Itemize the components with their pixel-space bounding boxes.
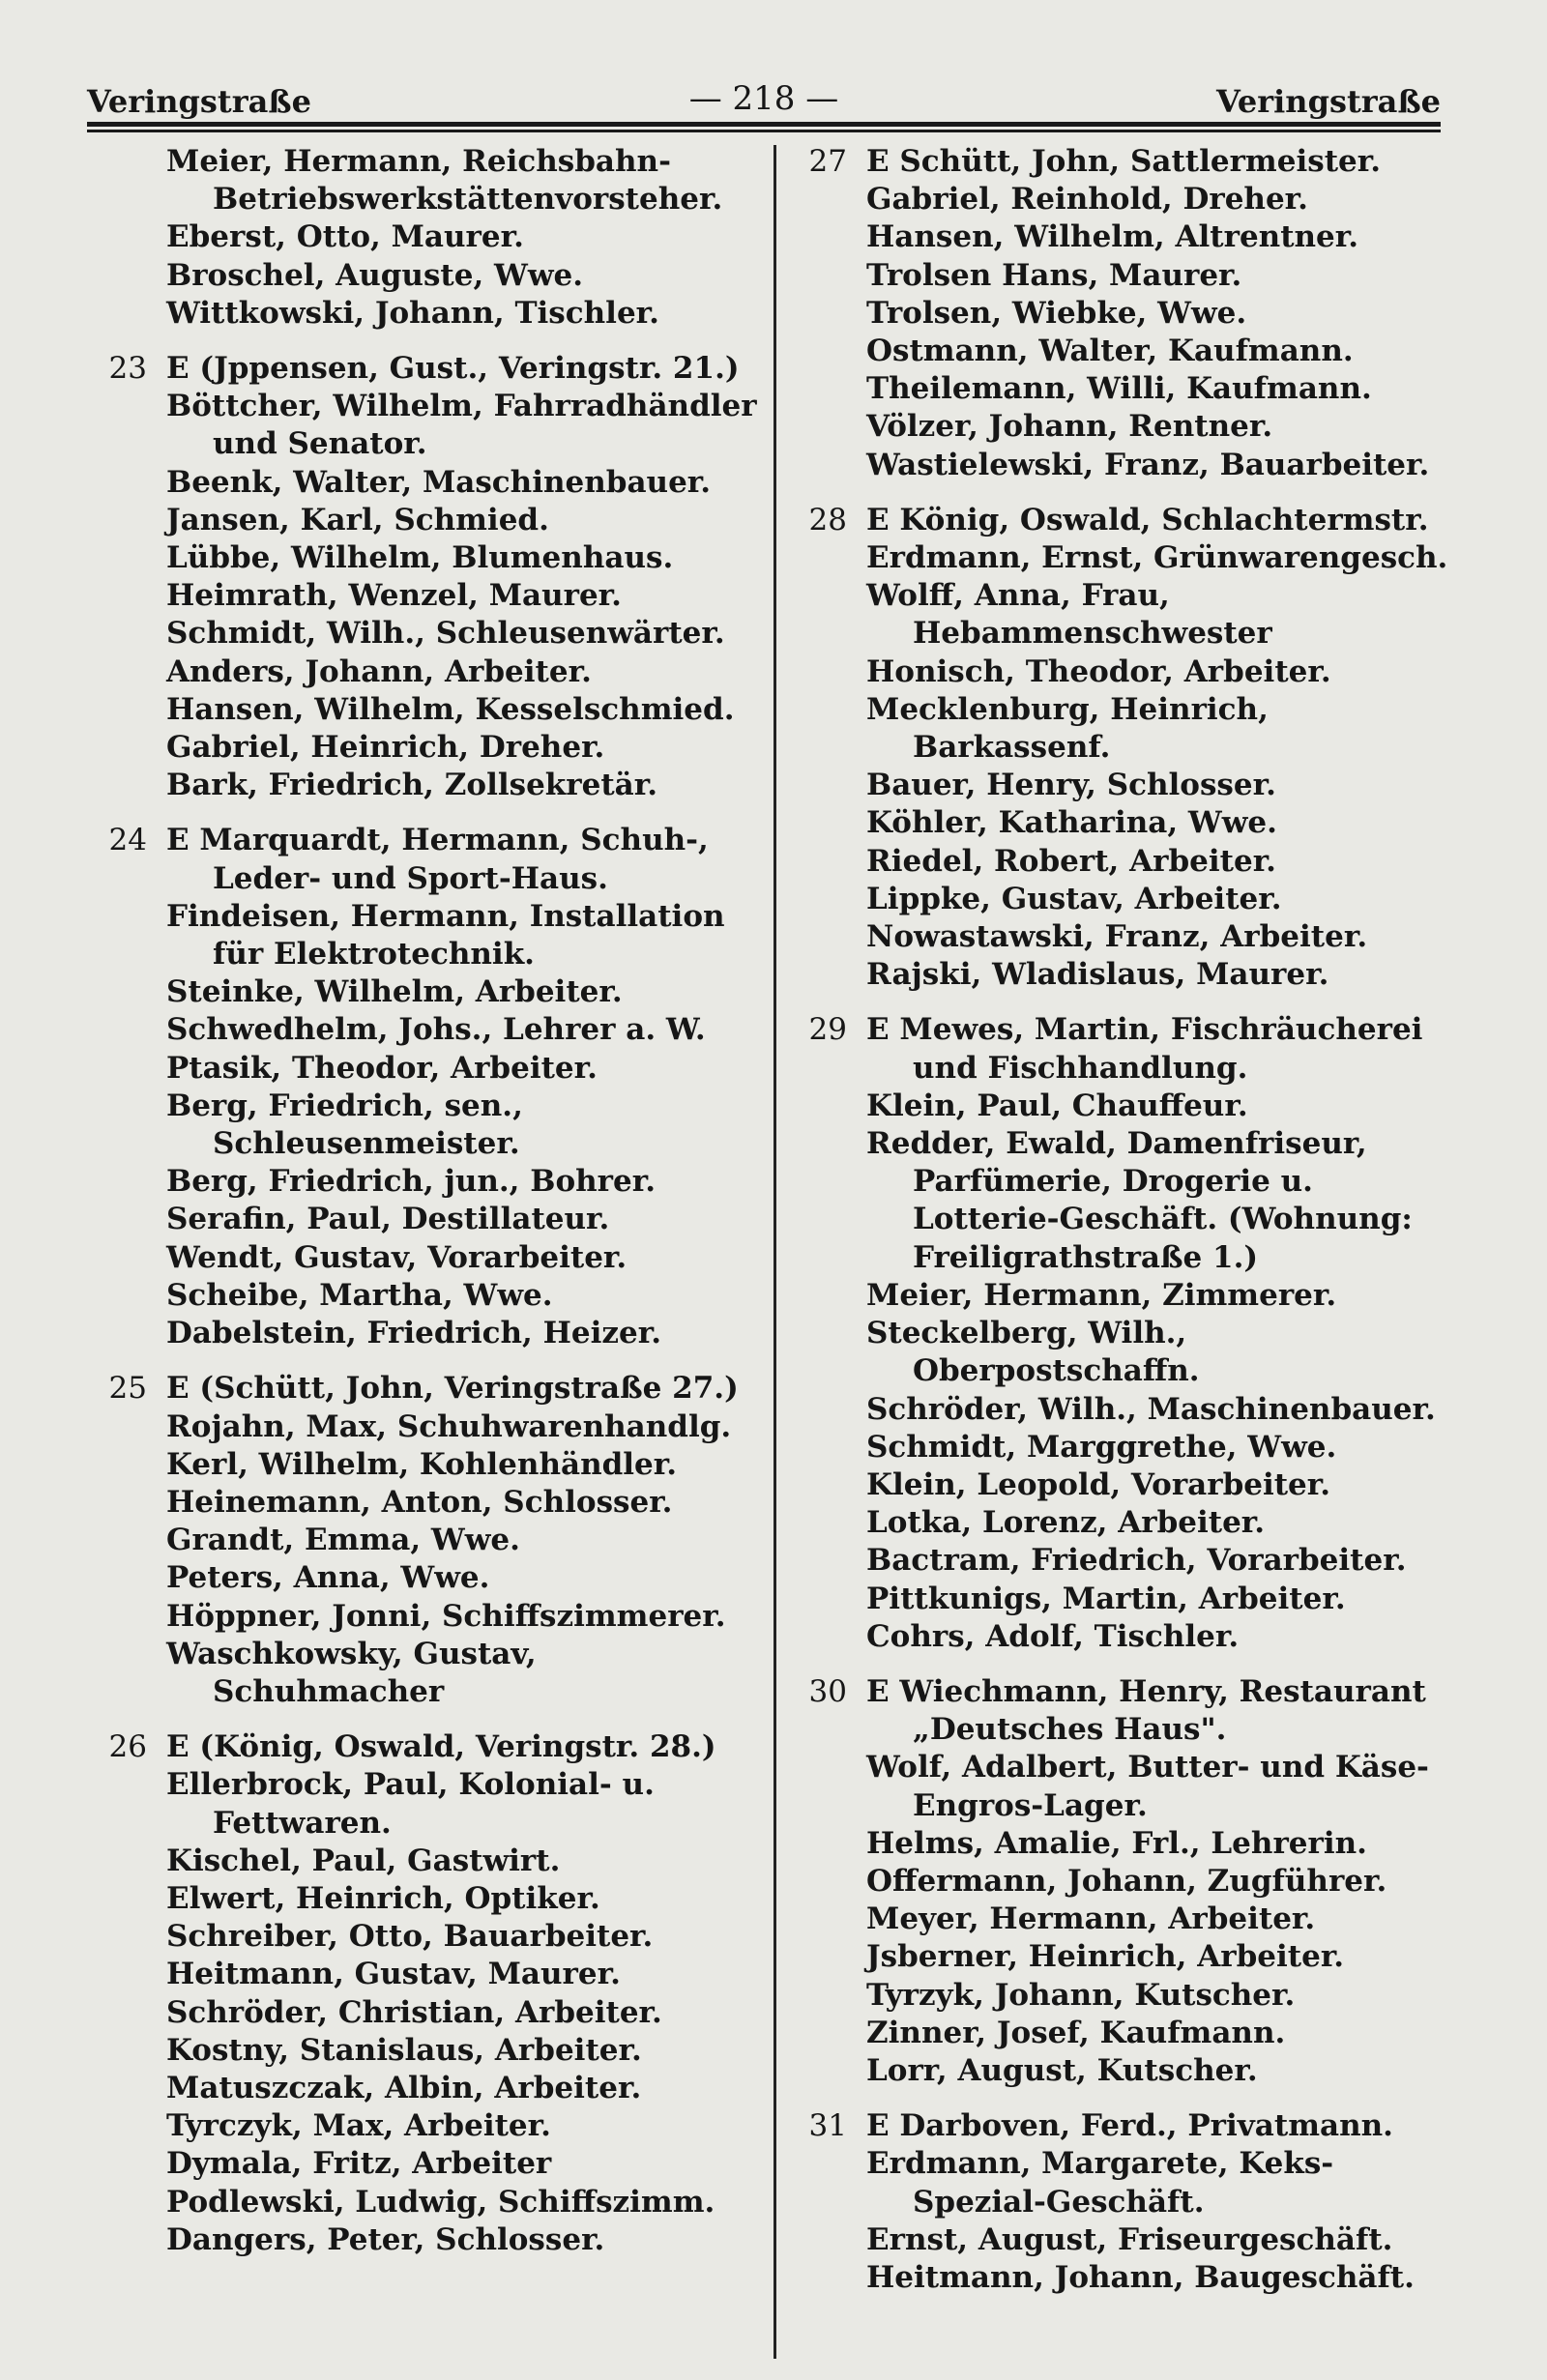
resident-entry: Lübbe, Wilhelm, Blumenhaus. [166, 540, 674, 576]
resident-entry: Heitmann, Gustav, Maurer. [166, 1957, 621, 1992]
house-number: 25 [108, 1371, 147, 1407]
resident-entry: Peters, Anna, Wwe. [166, 1560, 490, 1596]
resident-entry: Lotka, Lorenz, Arbeiter. [866, 1505, 1266, 1541]
resident-entry: Schröder, Wilh., Maschinenbauer. [866, 1391, 1436, 1427]
resident-entry: Dymala, Fritz, Arbeiter [166, 2146, 552, 2182]
house-group [785, 1673, 1462, 2090]
resident-list [166, 1370, 764, 1711]
resident-entry: Anders, Johann, Arbeiter. [166, 653, 592, 689]
house-number: 31 [808, 2108, 847, 2144]
house-number: 24 [108, 823, 147, 858]
resident-entry: Hansen, Wilhelm, Kesselschmied. [166, 691, 735, 727]
resident-entry: Zinner, Josef, Kaufmann. [866, 2015, 1286, 2050]
resident-entry: Schröder, Christian, Arbeiter. [166, 1994, 662, 2030]
resident-list [166, 143, 764, 333]
resident-entry: Wittkowski, Johann, Tischler. [166, 295, 659, 331]
resident-entry: Bactram, Friedrich, Vorarbeiter. [866, 1543, 1407, 1579]
page-number: — 218 — [688, 79, 839, 118]
resident-entry: Waschkowsky, Gustav, Schuhmacher [166, 1636, 537, 1709]
resident-list [166, 1728, 764, 2259]
resident-entry: Podlewski, Ludwig, Schiffszimm. [166, 2184, 715, 2220]
resident-entry: Berg, Friedrich, sen., Schleusenmeister. [166, 1088, 523, 1162]
resident-list [866, 2107, 1462, 2297]
resident-entry: Trolsen Hans, Maurer. [866, 257, 1242, 293]
resident-entry: E Schütt, John, Sattlermeister. [866, 144, 1382, 179]
resident-list [866, 1011, 1462, 1655]
resident-entry: Theilemann, Willi, Kaufmann. [866, 371, 1372, 407]
resident-entry: Meier, Hermann, Zimmerer. [866, 1277, 1337, 1313]
resident-entry: E Wiechmann, Henry, Restaurant „Deutsches Haus". [866, 1673, 1426, 1748]
resident-list [866, 1673, 1462, 2090]
resident-list [866, 502, 1462, 995]
resident-entry: Jsberner, Heinrich, Arbeiter. [866, 1939, 1345, 1975]
resident-list [866, 143, 1462, 484]
resident-entry: Ostmann, Walter, Kaufmann. [866, 334, 1354, 369]
house-number: 30 [808, 1673, 847, 1709]
resident-entry: Heimrath, Wenzel, Maurer. [166, 578, 622, 614]
resident-entry: E Darboven, Ferd., Privatmann. [866, 2108, 1393, 2144]
resident-entry: E Marquardt, Hermann, Schuh-, Leder- und Sport-Haus. [166, 823, 709, 896]
resident-entry: Dabelstein, Friedrich, Heizer. [166, 1316, 662, 1351]
resident-entry: Helms, Amalie, Frl., Lehrerin. [866, 1825, 1367, 1861]
resident-entry: Schwedhelm, Johs., Lehrer a. W. [166, 1012, 706, 1048]
resident-entry: Wendt, Gustav, Vorarbeiter. [166, 1239, 628, 1275]
resident-entry: E König, Oswald, Schlachtermstr. [866, 502, 1429, 537]
resident-entry: Kischel, Paul, Gastwirt. [166, 1843, 561, 1878]
resident-entry: Cohrs, Adolf, Tischler. [866, 1618, 1240, 1654]
resident-entry: Meier, Hermann, Reichsbahn-Betriebswerkstättenvorsteher. [166, 144, 723, 218]
resident-entry: Rojahn, Max, Schuhwarenhandlg. [166, 1408, 732, 1444]
resident-entry: Erdmann, Ernst, Grünwarengesch. [866, 540, 1448, 576]
house-number: 28 [808, 502, 847, 537]
resident-entry: Pittkunigs, Martin, Arbeiter. [866, 1581, 1346, 1616]
resident-entry: Steinke, Wilhelm, Arbeiter. [166, 974, 623, 1010]
resident-entry: Honisch, Theodor, Arbeiter. [866, 653, 1331, 689]
resident-entry: Ptasik, Theodor, Arbeiter. [166, 1050, 598, 1086]
resident-entry: Beenk, Walter, Maschinenbauer. [166, 464, 712, 500]
resident-entry: Tyrczyk, Max, Arbeiter. [166, 2108, 551, 2144]
resident-entry: Steckelberg, Wilh., Oberpostschaffn. [866, 1316, 1200, 1389]
resident-entry: Redder, Ewald, Damenfriseur, Parfümerie, Drogerie u. Lotterie-Geschäft. (Wohnung: Freiligrathstraße 1.) [866, 1126, 1413, 1275]
resident-entry: Klein, Paul, Chauffeur. [866, 1088, 1248, 1123]
house-group [785, 1011, 1462, 1655]
resident-list [166, 350, 764, 804]
resident-entry: Mecklenburg, Heinrich, Barkassenf. [866, 691, 1269, 766]
resident-entry: Wastielewski, Franz, Bauarbeiter. [866, 447, 1430, 482]
resident-entry: Jansen, Karl, Schmied. [166, 502, 549, 537]
resident-entry: Meyer, Hermann, Arbeiter. [866, 1901, 1316, 1937]
resident-entry: Serafin, Paul, Destillateur. [166, 1202, 610, 1237]
resident-entry: Erdmann, Margarete, Keks-Spezial-Geschäft. [866, 2146, 1334, 2220]
resident-entry: Findeisen, Hermann, Installation für Elektrotechnik. [166, 898, 725, 972]
resident-entry: Bauer, Henry, Schlosser. [866, 768, 1276, 803]
resident-entry: Schmidt, Wilh., Schleusenwärter. [166, 616, 725, 652]
resident-entry: Heitmann, Johann, Baugeschäft. [866, 2259, 1415, 2295]
resident-entry: Schmidt, Marggrethe, Wwe. [866, 1429, 1337, 1465]
resident-entry: Tyrzyk, Johann, Kutscher. [866, 1977, 1296, 2013]
resident-entry: Rajski, Wladislaus, Maurer. [866, 957, 1329, 993]
resident-entry: E (König, Oswald, Veringstr. 28.) [166, 1729, 716, 1765]
resident-entry: Hansen, Wilhelm, Altrentner. [866, 219, 1359, 255]
resident-entry: Elwert, Heinrich, Optiker. [166, 1880, 600, 1916]
resident-entry: E (Schütt, John, Veringstraße 27.) [166, 1371, 739, 1407]
house-group [97, 1728, 764, 2259]
resident-entry: Bark, Friedrich, Zollsekretär. [166, 768, 658, 803]
resident-entry: Völzer, Johann, Rentner. [866, 409, 1273, 445]
house-number: 26 [108, 1729, 147, 1765]
resident-entry: Broschel, Auguste, Wwe. [166, 257, 584, 293]
right-column [785, 143, 1462, 2314]
house-group [785, 143, 1462, 484]
resident-entry: Klein, Leopold, Vorarbeiter. [866, 1466, 1331, 1502]
resident-entry: Offermann, Johann, Zugführer. [866, 1863, 1387, 1899]
resident-entry: Kostny, Stanislaus, Arbeiter. [166, 2032, 642, 2068]
house-number: 29 [808, 1012, 847, 1048]
house-group [97, 1370, 764, 1711]
resident-entry: Gabriel, Reinhold, Dreher. [866, 182, 1308, 218]
resident-entry: Ernst, August, Friseurgeschäft. [866, 2221, 1393, 2257]
house-group [785, 502, 1462, 995]
header-rule-thick [87, 122, 1441, 127]
column-divider [774, 145, 776, 2359]
resident-entry: Riedel, Robert, Arbeiter. [866, 843, 1276, 879]
resident-entry: Wolff, Anna, Frau, Hebammenschwester [866, 578, 1272, 652]
resident-entry: Dangers, Peter, Schlosser. [166, 2221, 605, 2257]
house-group [97, 822, 764, 1352]
resident-entry: Eberst, Otto, Maurer. [166, 219, 524, 255]
house-number: 23 [108, 351, 147, 387]
page-header [87, 72, 1441, 120]
resident-entry: Grandt, Emma, Wwe. [166, 1523, 520, 1558]
resident-entry: Lippke, Gustav, Arbeiter. [866, 881, 1282, 916]
resident-entry: Trolsen, Wiebke, Wwe. [866, 295, 1247, 331]
resident-list [166, 822, 764, 1352]
resident-entry: Heinemann, Anton, Schlosser. [166, 1484, 673, 1520]
resident-entry: E (Jppensen, Gust., Veringstr. 21.) [166, 351, 740, 387]
left-column [97, 143, 764, 2277]
resident-entry: Lorr, August, Kutscher. [866, 2052, 1258, 2088]
resident-entry: Nowastawski, Franz, Arbeiter. [866, 919, 1368, 955]
resident-entry: Schreiber, Otto, Bauarbeiter. [166, 1919, 654, 1955]
header-rule-thin [87, 130, 1441, 132]
resident-entry: Höppner, Jonni, Schiffszimmerer. [166, 1598, 726, 1634]
resident-entry: Scheibe, Martha, Wwe. [166, 1277, 553, 1313]
resident-entry: Gabriel, Heinrich, Dreher. [166, 730, 605, 766]
resident-entry: Matuszczak, Albin, Arbeiter. [166, 2070, 642, 2105]
running-head-left: Veringstraße [87, 83, 311, 120]
running-head-right: Veringstraße [1216, 83, 1441, 120]
resident-entry: Köhler, Katharina, Wwe. [866, 805, 1277, 841]
house-number: 27 [808, 144, 847, 179]
resident-entry: E Mewes, Martin, Fischräucherei und Fischhandlung. [866, 1012, 1423, 1086]
house-group [97, 350, 764, 804]
house-group [785, 2107, 1462, 2297]
resident-entry: Kerl, Wilhelm, Kohlenhändler. [166, 1446, 678, 1482]
house-group [97, 143, 764, 333]
resident-entry: Ellerbrock, Paul, Kolonial- u. Fettwaren. [166, 1767, 655, 1841]
resident-entry: Berg, Friedrich, jun., Bohrer. [166, 1164, 657, 1200]
resident-entry: Wolf, Adalbert, Butter- und Käse-Engros-Lager. [866, 1750, 1429, 1823]
resident-entry: Böttcher, Wilhelm, Fahrradhändler und Senator. [166, 389, 757, 462]
